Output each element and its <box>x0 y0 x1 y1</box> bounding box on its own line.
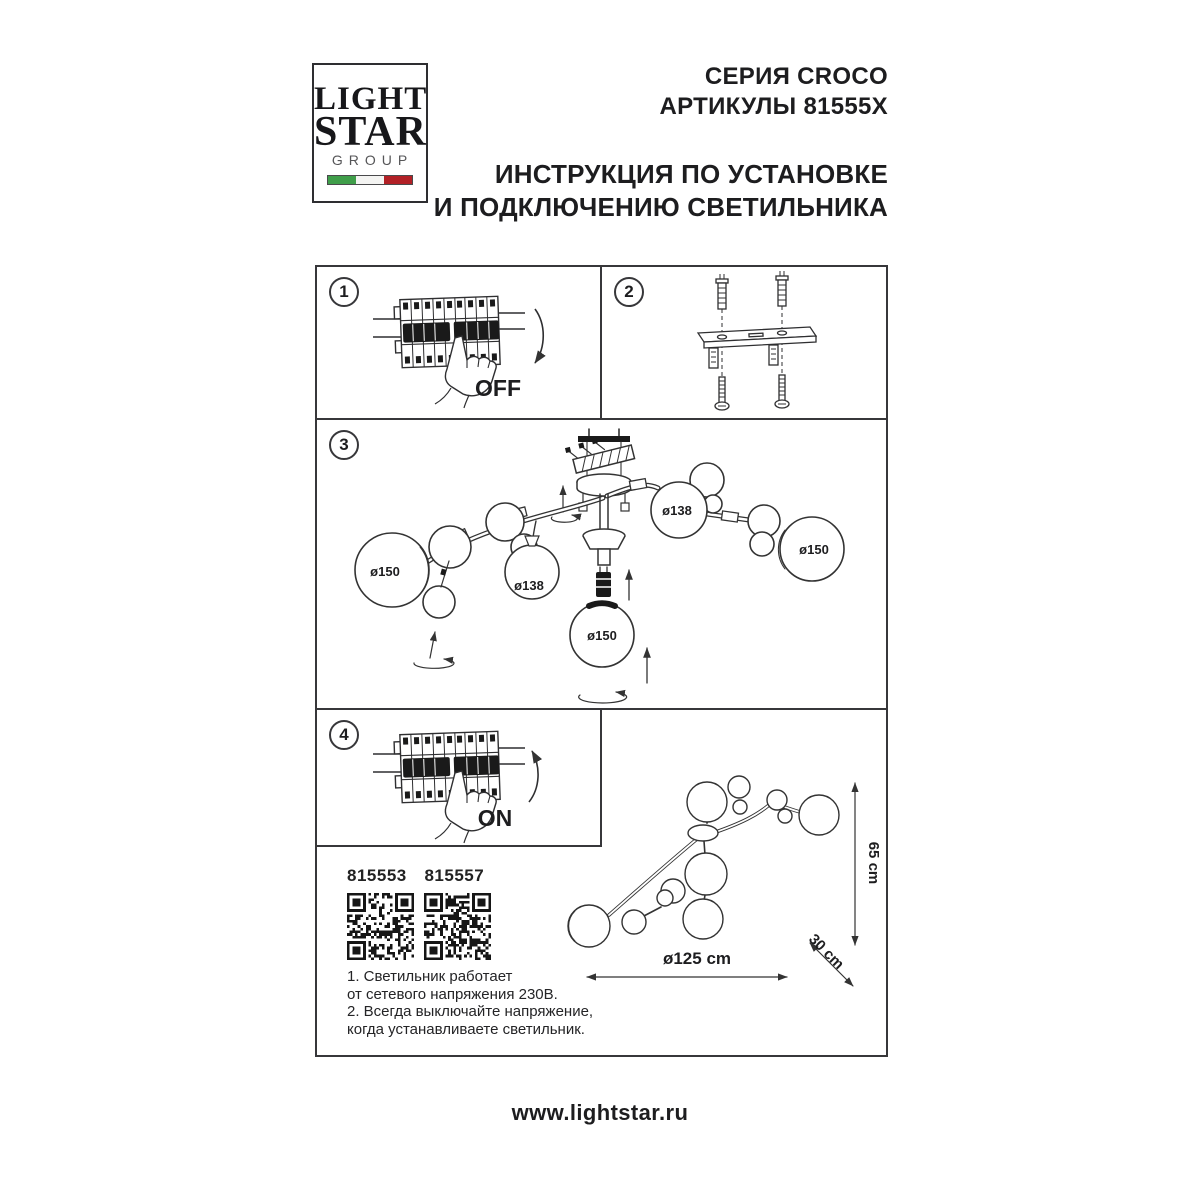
step-2-panel <box>600 265 888 420</box>
diameter-dimension-label: ø125 cm <box>662 949 732 968</box>
wall-anchor-icon <box>776 271 788 306</box>
rotation-arrow-icon <box>414 632 454 668</box>
screw-icon <box>775 375 789 408</box>
sphere-diameter-label: ø138 <box>514 578 544 593</box>
product-815553 <box>347 866 414 960</box>
canopy <box>688 825 718 841</box>
screw-icon <box>715 377 729 410</box>
angle-bracket-icon <box>769 345 778 365</box>
assembly-illustration <box>317 420 886 708</box>
step-3-number-badge: 3 <box>329 430 359 460</box>
website-url: www.lightstar.ru <box>511 1100 689 1125</box>
note-line: 1. Светильник работает <box>347 968 513 985</box>
depth-dimension-label: 30 cm <box>805 930 848 973</box>
bottom-section <box>315 708 888 1057</box>
height-dimension-label: 65 cm <box>865 841 882 885</box>
qr-code <box>424 893 491 960</box>
logo-text-star: STAR <box>314 109 427 155</box>
sphere-diameter-label: ø150 <box>587 628 617 643</box>
dimensions-illustration <box>557 755 887 1013</box>
note-line: от сетевого напряжения 230В. <box>347 985 558 1003</box>
rotation-arrow-icon <box>579 692 627 703</box>
up-arrow-icon <box>551 486 577 522</box>
logo-text-light: LIGHT <box>314 81 428 117</box>
switch-on-arrow-icon <box>529 751 538 802</box>
flag-white-stripe <box>356 176 384 184</box>
step-4-number-badge: 4 <box>329 720 359 750</box>
wall-anchor-icon <box>716 274 728 309</box>
dimensions-diagram <box>557 755 887 1018</box>
on-label: ON <box>477 805 513 831</box>
step-3-panel <box>315 418 888 710</box>
sphere-diameter-label: ø150 <box>370 564 400 579</box>
step-1-number-badge: 1 <box>329 277 359 307</box>
qr-code <box>347 893 414 960</box>
fixture-spheres <box>568 776 839 947</box>
breaker-off-illustration <box>317 267 600 418</box>
article-number: 815557 <box>424 866 485 885</box>
sphere-diameter-label: ø138 <box>662 503 692 518</box>
note-line: 2. Всегда выключайте напряжение, <box>347 1003 594 1020</box>
italian-flag-icon <box>327 175 413 185</box>
product-815557 <box>424 866 491 960</box>
instruction-title <box>434 158 888 224</box>
note-line: когда устанавливаете светильник. <box>347 1020 585 1038</box>
product-articles <box>347 866 497 960</box>
lightstar-logo <box>312 63 428 203</box>
logo-text-group: GROUP <box>331 152 414 168</box>
off-label: OFF <box>475 375 521 401</box>
step-1-panel <box>315 265 602 420</box>
step-2-number-badge: 2 <box>614 277 644 307</box>
flag-green-stripe <box>328 176 356 184</box>
series-title: СЕРИЯ CROCO <box>704 63 888 90</box>
header-titles <box>434 62 888 224</box>
angle-bracket-icon <box>709 348 718 368</box>
sphere-diameter-label: ø150 <box>799 542 829 557</box>
instruction-title-line2: И ПОДКЛЮЧЕНИЮ СВЕТИЛЬНИКА <box>433 192 888 222</box>
mounting-bracket-illustration <box>602 267 886 418</box>
articles-title: АРТИКУЛЫ 81555X <box>659 93 888 120</box>
flag-red-stripe <box>384 176 412 184</box>
mounting-plate <box>698 327 816 348</box>
instruction-title-line1: ИНСТРУКЦИЯ ПО УСТАНОВКЕ <box>494 159 888 189</box>
lamp-socket-illustration <box>596 567 611 597</box>
switch-off-arrow-icon <box>535 309 543 363</box>
article-number: 815553 <box>347 866 407 885</box>
